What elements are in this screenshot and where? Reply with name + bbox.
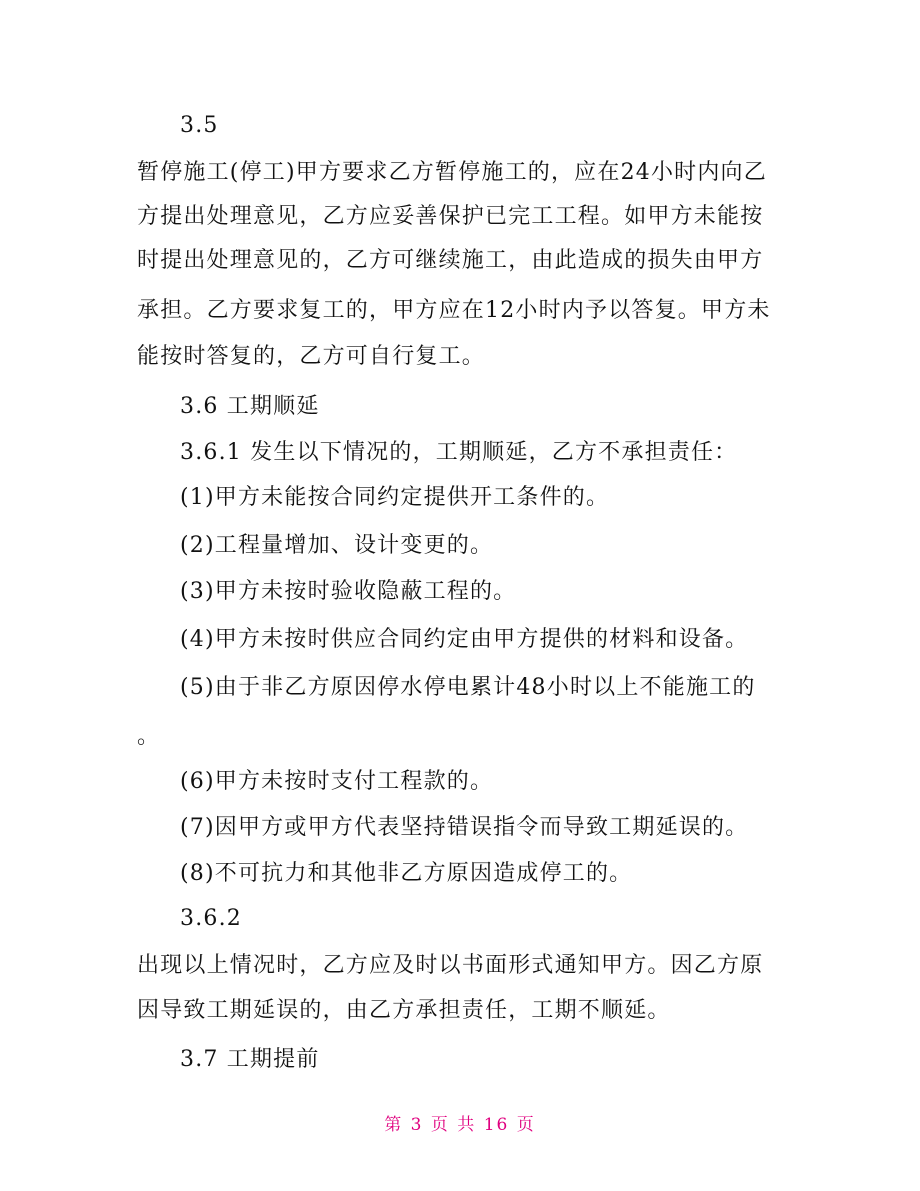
list-item: (6)甲方未按时支付工程款的。 bbox=[180, 769, 494, 794]
list-item: (8)不可抗力和其他非乙方原因造成停工的。 bbox=[180, 861, 633, 886]
list-item: (7)因甲方或甲方代表坚持错误指令而导致工期延误的。 bbox=[180, 815, 749, 840]
section-3-7-heading: 3.7 工期提前 bbox=[180, 1047, 320, 1072]
list-item: (5)由于非乙方原因停水停电累计48小时以上不能施工的 bbox=[180, 675, 756, 700]
list-item: (3)甲方未按时验收隐蔽工程的。 bbox=[180, 579, 517, 604]
list-item: (1)甲方未能按合同约定提供开工条件的。 bbox=[180, 485, 610, 510]
paragraph-line: 承担。乙方要求复工的，甲方应在12小时内予以答复。甲方未 bbox=[137, 298, 771, 323]
paragraph-line: 能按时答复的，乙方可自行复工。 bbox=[137, 344, 486, 369]
section-3-6-1-line: 3.6.1 发生以下情况的，工期顺延，乙方不承担责任： bbox=[180, 440, 738, 465]
paragraph-line: 暂停施工(停工)甲方要求乙方暂停施工的，应在24小时内向乙 bbox=[137, 160, 767, 185]
page-number-footer: 第 3 页 共 16 页 bbox=[384, 1115, 536, 1135]
paragraph-line: 因导致工期延误的，由乙方承担责任，工期不顺延。 bbox=[137, 998, 671, 1023]
section-3-6-heading: 3.6 工期顺延 bbox=[180, 394, 320, 419]
list-item: (2)工程量增加、设计变更的。 bbox=[180, 533, 494, 558]
list-item: (4)甲方未按时供应合同约定由甲方提供的材料和设备。 bbox=[180, 627, 749, 652]
paragraph-line: 时提出处理意见的，乙方可继续施工，由此造成的损失由甲方 bbox=[137, 248, 764, 273]
paragraph-line: 方提出处理意见，乙方应妥善保护已完工工程。如甲方未能按 bbox=[137, 204, 764, 229]
section-3-5-number: 3.5 bbox=[180, 113, 219, 138]
paragraph-line: 出现以上情况时，乙方应及时以书面形式通知甲方。因乙方原 bbox=[137, 953, 764, 978]
section-3-6-2-number: 3.6.2 bbox=[180, 906, 242, 931]
list-item-continuation: 。 bbox=[137, 724, 161, 749]
